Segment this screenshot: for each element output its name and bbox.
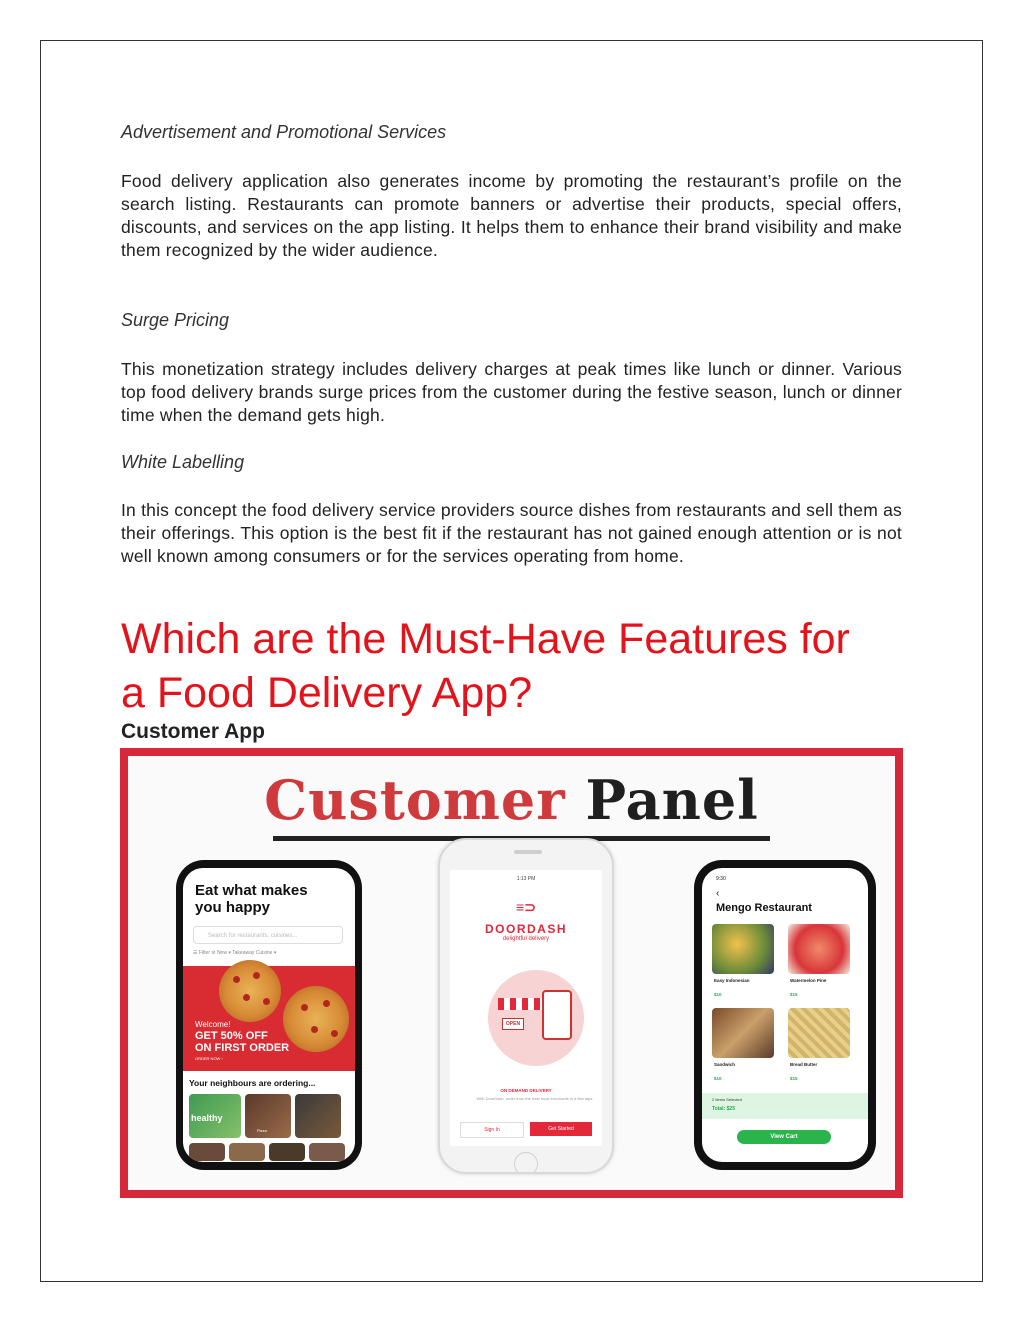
phone-screen bbox=[183, 868, 355, 1162]
food-image bbox=[712, 1008, 774, 1058]
awning bbox=[498, 998, 542, 1010]
banner-title-word: Panel bbox=[585, 768, 759, 832]
item-price: $15 bbox=[790, 992, 798, 997]
sign-in-button: Sign In bbox=[460, 1122, 524, 1138]
banner-title bbox=[128, 768, 895, 832]
food-tile bbox=[295, 1094, 341, 1138]
restaurant-title: Mengo Restaurant bbox=[716, 902, 812, 914]
pizza-image bbox=[219, 960, 281, 1022]
pizza-tile bbox=[245, 1094, 291, 1138]
brand-tagline: delightful delivery bbox=[502, 936, 550, 942]
phone-screen bbox=[450, 870, 602, 1146]
phone-customer-home bbox=[176, 860, 362, 1170]
food-tile bbox=[189, 1143, 225, 1161]
phone-screen bbox=[702, 868, 868, 1162]
open-sign: OPEN bbox=[502, 1018, 524, 1030]
item-price: $10 bbox=[714, 1076, 722, 1081]
view-cart-button: View Cart bbox=[737, 1130, 831, 1144]
status-bar: 1:13 PM bbox=[516, 876, 536, 882]
doordash-logo-icon: ≡⊃ bbox=[516, 899, 536, 915]
subsection-label: Customer App bbox=[121, 720, 265, 743]
section-heading: White Labelling bbox=[121, 452, 245, 472]
item-name: Watermelon Pine bbox=[790, 978, 827, 983]
food-tile bbox=[309, 1143, 345, 1161]
status-time: 9:30 bbox=[716, 876, 726, 882]
food-tile bbox=[229, 1143, 265, 1161]
app-headline: Eat what makes you happy bbox=[195, 882, 308, 916]
item-price: $15 bbox=[790, 1076, 798, 1081]
item-name: Easy Indonesian bbox=[714, 978, 750, 983]
item-name: Bread Butter bbox=[790, 1062, 818, 1067]
phone-doordash bbox=[438, 838, 614, 1174]
section-paragraph: Food delivery application also generates income by promoting the restaurant’s profile on the search listing. Restaurants can promote banners or advertise their products, special offers, discounts, and services on the app listing. It helps them to enhance their brand visibility and make them recognized by the wider audience. bbox=[121, 171, 902, 260]
food-image bbox=[788, 1008, 850, 1058]
banner-title-word: Customer bbox=[264, 768, 566, 832]
main-title-line: a Food Delivery App? bbox=[121, 669, 533, 717]
phone-restaurant-menu bbox=[694, 860, 876, 1170]
item-name: Sandwich bbox=[714, 1062, 736, 1067]
items-selected: 2 Items Selected bbox=[712, 1097, 742, 1102]
main-title bbox=[121, 612, 921, 720]
brand-name: DOORDASH bbox=[484, 922, 567, 936]
search-input: Search for restaurants, cuisines... bbox=[193, 926, 343, 944]
food-image bbox=[712, 924, 774, 974]
tile-label: Pizza bbox=[257, 1128, 267, 1133]
on-demand-description: With DoorDash, order from the best local merchants in a few taps. bbox=[476, 1096, 594, 1101]
filter-bar: ☰ Filter ⊘ Now ▾ Takeaway Cuisine ▾ bbox=[193, 950, 277, 956]
tile-label: healthy bbox=[191, 1113, 223, 1123]
item-price: $10 bbox=[714, 992, 722, 997]
section-heading: Advertisement and Promotional Services bbox=[121, 122, 447, 142]
pizza-image bbox=[283, 986, 349, 1052]
speaker-slot bbox=[514, 850, 542, 854]
promo-welcome: Welcome! bbox=[195, 1020, 231, 1029]
food-image bbox=[788, 924, 850, 974]
home-button bbox=[514, 1152, 538, 1174]
promo-offer-line: GET 50% OFF bbox=[195, 1030, 268, 1042]
customer-panel-banner bbox=[120, 748, 903, 1198]
order-now-link: ORDER NOW › bbox=[195, 1056, 223, 1061]
neighbours-heading: Your neighbours are ordering... bbox=[189, 1078, 316, 1088]
main-title-line: Which are the Must-Have Features for bbox=[121, 615, 850, 663]
back-icon: ‹ bbox=[716, 888, 720, 899]
promo-offer bbox=[195, 1030, 289, 1054]
phone-illustration-icon bbox=[542, 990, 572, 1040]
illustration-circle bbox=[488, 970, 584, 1066]
promo-offer-line: ON FIRST ORDER bbox=[195, 1042, 290, 1054]
on-demand-heading: ON DEMAND DELIVERY bbox=[500, 1088, 552, 1093]
banner-canvas bbox=[128, 756, 895, 1190]
section-paragraph: In this concept the food delivery service providers source dishes from restaurants and sell them as their offerings. This option is the best fit if the restaurant has not gained enough attention or is not well known among consumers or for the services operating from home. bbox=[121, 500, 902, 566]
get-started-button: Get Started bbox=[530, 1122, 592, 1136]
food-tile bbox=[269, 1143, 305, 1161]
section-heading: Surge Pricing bbox=[121, 310, 230, 330]
cart-total: Total: $25 bbox=[712, 1106, 735, 1112]
section-paragraph: This monetization strategy includes delivery charges at peak times like lunch or dinner. Various top food delivery brands surge prices from the customer during the festive season, lunch or dinner time when the demand gets high. bbox=[121, 359, 902, 425]
